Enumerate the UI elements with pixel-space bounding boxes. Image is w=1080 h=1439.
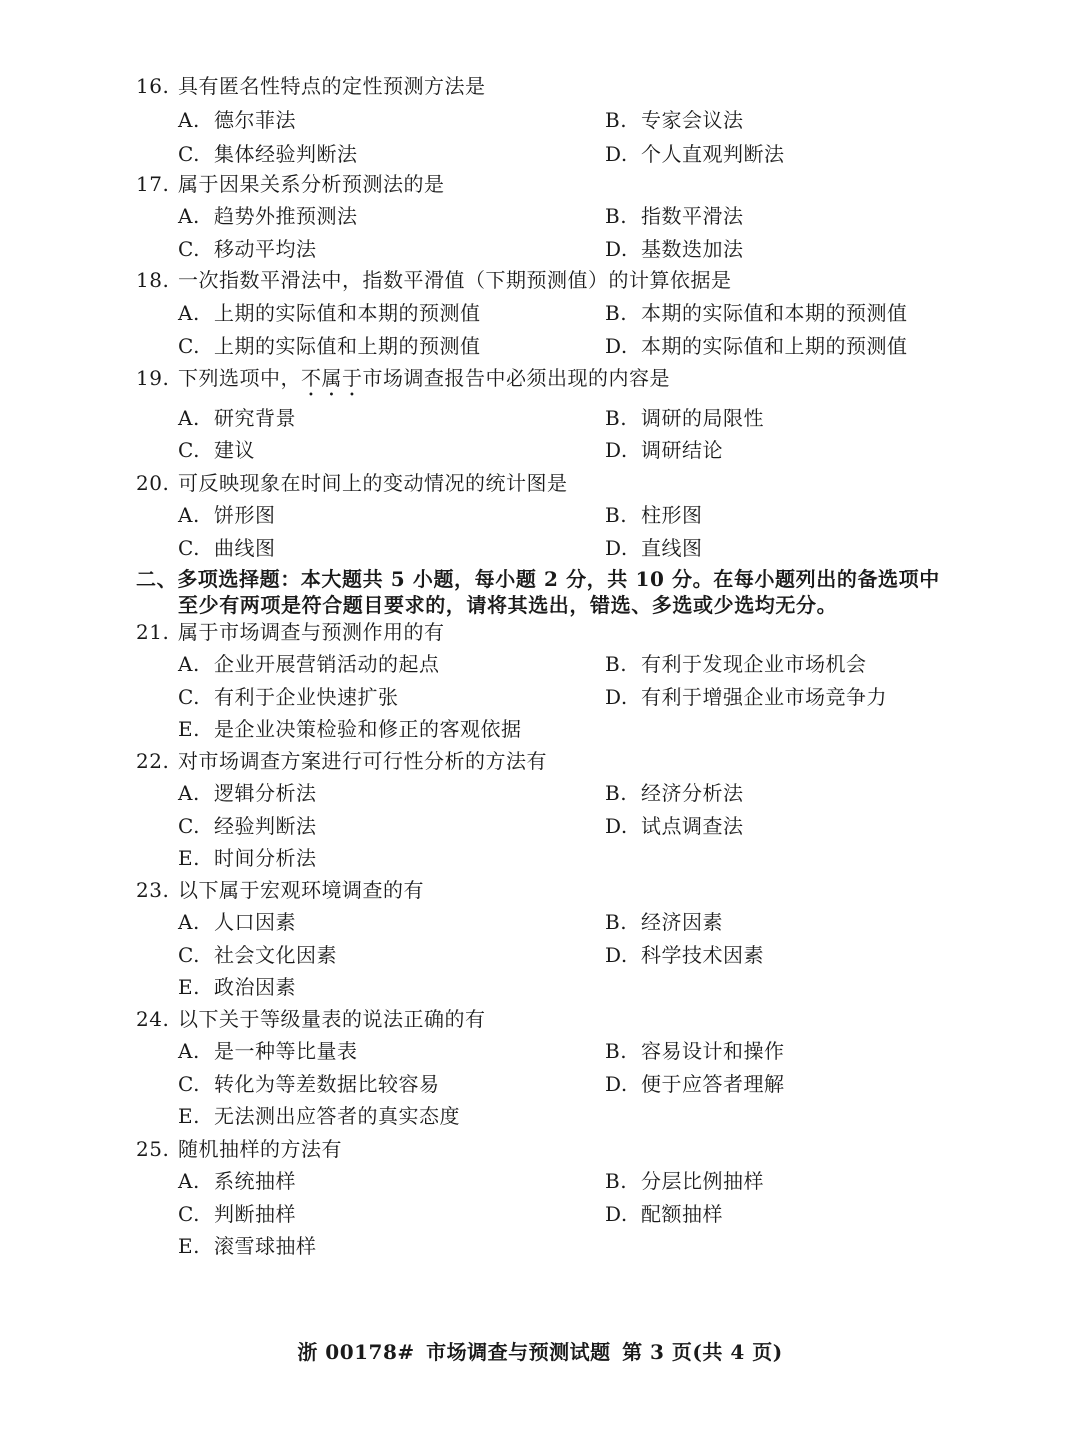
option-22-B: B. 经济分析法 (605, 781, 744, 805)
option-23-B: B. 经济因素 (605, 910, 723, 934)
question-text: 属于市场调查与预测作用的有 (178, 620, 445, 644)
page-number: 第 3 页(共 4 页) (622, 1340, 783, 1364)
question-number: 25. (136, 1137, 170, 1161)
option-24-B: B. 容易设计和操作 (605, 1039, 785, 1063)
option-22-E: E. 时间分析法 (178, 846, 317, 870)
option-25-A: A. 系统抽样 (178, 1169, 296, 1193)
question-number: 23. (136, 878, 170, 902)
option-24-C: C. 转化为等差数据比较容易 (178, 1072, 440, 1096)
option-22-A: A. 逻辑分析法 (178, 781, 317, 805)
option-25-C: C. 判断抽样 (178, 1202, 296, 1226)
option-20-D: D. 直线图 (605, 536, 703, 560)
option-16-A: A. 德尔菲法 (178, 108, 296, 132)
question-text: 以下关于等级量表的说法正确的有 (178, 1007, 486, 1031)
question-number: 19. (136, 366, 170, 390)
question-text: 属于因果关系分析预测法的是 (178, 172, 445, 196)
question-23-stem (136, 878, 424, 902)
option-25-E: E. 滚雪球抽样 (178, 1234, 317, 1258)
question-text: 对市场调查方案进行可行性分析的方法有 (178, 749, 547, 773)
emphasized-negation: 不属于 (301, 366, 363, 390)
question-text: 一次指数平滑法中，指数平滑值（下期预测值）的计算依据是 (178, 268, 732, 292)
option-25-D: D. 配额抽样 (605, 1202, 723, 1226)
question-17-stem (136, 172, 445, 196)
option-22-D: D. 试点调查法 (605, 814, 744, 838)
question-number: 18. (136, 268, 170, 292)
question-16-stem (136, 74, 486, 98)
question-text: 随机抽样的方法有 (178, 1137, 342, 1161)
option-19-A: A. 研究背景 (178, 406, 296, 430)
option-17-C: C. 移动平均法 (178, 237, 317, 261)
option-16-B: B. 专家会议法 (605, 108, 744, 132)
question-text: 以下属于宏观环境调查的有 (178, 878, 424, 902)
option-21-B: B. 有利于发现企业市场机会 (605, 652, 867, 676)
question-number: 22. (136, 749, 170, 773)
question-number: 16. (136, 74, 170, 98)
option-16-C: C. 集体经验判断法 (178, 142, 358, 166)
question-number: 21. (136, 620, 170, 644)
option-20-A: A. 饼形图 (178, 503, 276, 527)
option-23-C: C. 社会文化因素 (178, 943, 337, 967)
option-20-B: B. 柱形图 (605, 503, 703, 527)
option-23-E: E. 政治因素 (178, 975, 296, 999)
question-19-stem: 19. 下列选项中，不属于市场调查报告中必须出现的内容是 (136, 366, 670, 390)
option-16-D: D. 个人直观判断法 (605, 142, 785, 166)
question-number: 20. (136, 471, 170, 495)
option-21-E: E. 是企业决策检验和修正的客观依据 (178, 717, 522, 741)
section-2-instructions: 至少有两项是符合题目要求的，请将其选出，错选、多选或少选均无分。 (178, 593, 838, 617)
option-17-A: A. 趋势外推预测法 (178, 204, 358, 228)
option-24-A: A. 是一种等比量表 (178, 1039, 358, 1063)
option-20-C: C. 曲线图 (178, 536, 276, 560)
question-number: 24. (136, 1007, 170, 1031)
question-24-stem (136, 1007, 486, 1031)
question-18-stem (136, 268, 732, 292)
option-21-D: D. 有利于增强企业市场竞争力 (605, 685, 887, 709)
option-18-C: C. 上期的实际值和上期的预测值 (178, 334, 481, 358)
option-23-D: D. 科学技术因素 (605, 943, 764, 967)
question-25-stem (136, 1137, 342, 1161)
question-text: 可反映现象在时间上的变动情况的统计图是 (178, 471, 568, 495)
question-number: 17. (136, 172, 170, 196)
option-18-A: A. 上期的实际值和本期的预测值 (178, 301, 481, 325)
option-18-B: B. 本期的实际值和本期的预测值 (605, 301, 908, 325)
section-2-heading: 二、多项选择题：本大题共 5 小题，每小题 2 分，共 10 分。在每小题列出的备选项中 (136, 567, 940, 591)
question-text: 具有匿名性特点的定性预测方法是 (178, 74, 486, 98)
option-24-E: E. 无法测出应答者的真实态度 (178, 1104, 460, 1128)
option-19-D: D. 调研结论 (605, 438, 723, 462)
option-21-A: A. 企业开展营销活动的起点 (178, 652, 440, 676)
question-22-stem (136, 749, 547, 773)
exam-subject: 市场调查与预测试题 (426, 1340, 611, 1364)
option-19-B: B. 调研的局限性 (605, 406, 764, 430)
option-25-B: B. 分层比例抽样 (605, 1169, 764, 1193)
option-17-B: B. 指数平滑法 (605, 204, 744, 228)
option-18-D: D. 本期的实际值和上期的预测值 (605, 334, 908, 358)
exam-code: 浙 00178# (297, 1340, 415, 1364)
question-21-stem (136, 620, 445, 644)
option-19-C: C. 建议 (178, 438, 255, 462)
option-21-C: C. 有利于企业快速扩张 (178, 685, 399, 709)
option-24-D: D. 便于应答者理解 (605, 1072, 785, 1096)
option-17-D: D. 基数迭加法 (605, 237, 744, 261)
question-20-stem (136, 471, 568, 495)
page-footer (0, 1336, 1080, 1365)
option-22-C: C. 经验判断法 (178, 814, 317, 838)
option-23-A: A. 人口因素 (178, 910, 296, 934)
